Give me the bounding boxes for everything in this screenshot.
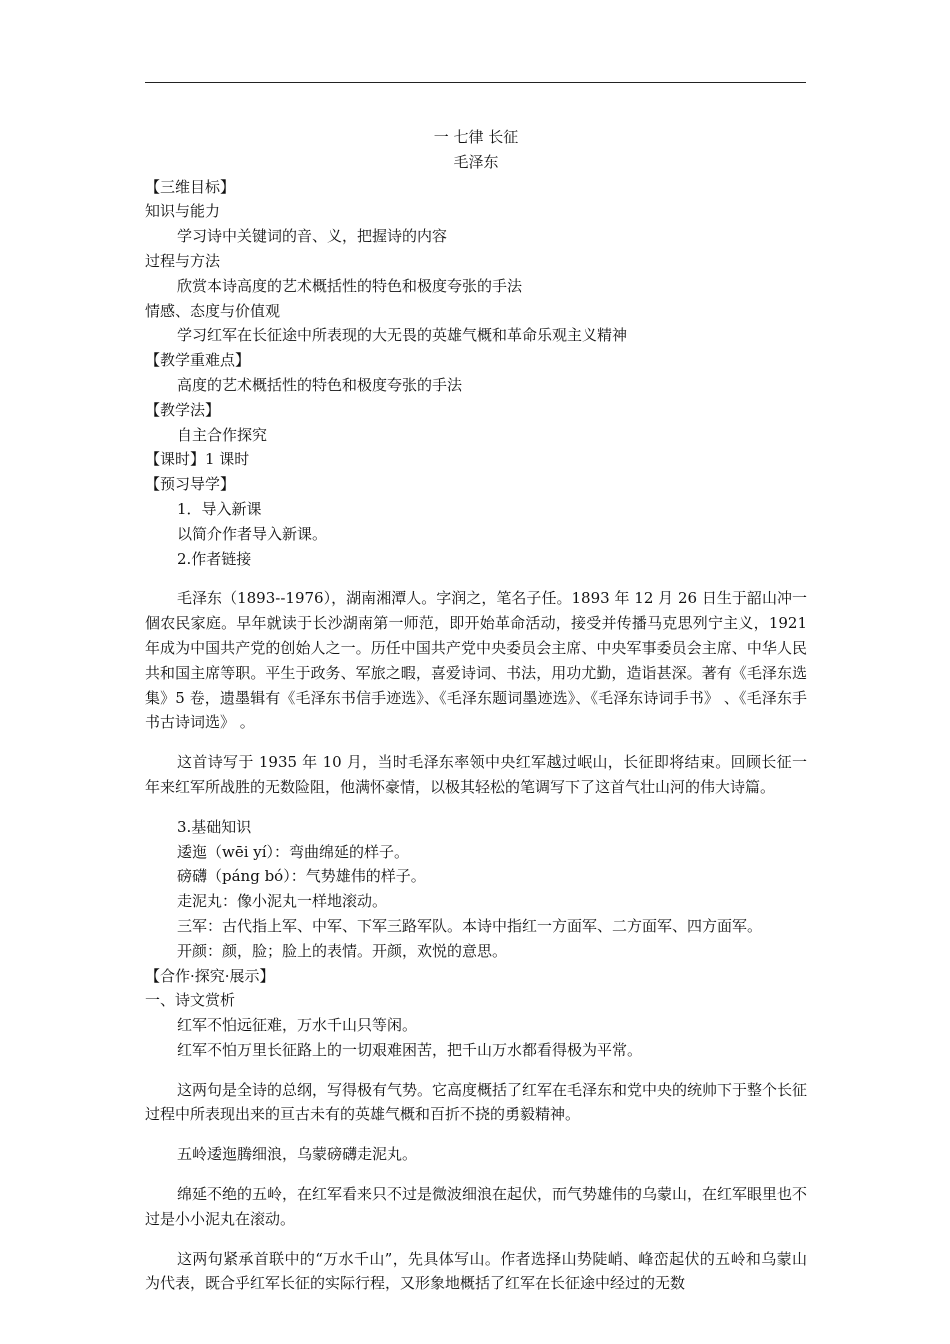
header-rule bbox=[145, 82, 806, 83]
poem-line-2-translation: 绵延不绝的五岭，在红军看来只不过是微波细浪在起伏，而气势雄伟的乌蒙山，在红军眼里也不过是小小泥丸在滚动。 bbox=[145, 1185, 808, 1228]
gloss-kaiyan: 开颜：颜，脸；脸上的表情。开颜，欢悦的意思。 bbox=[177, 941, 508, 960]
explore-subheading: 一、诗文赏析 bbox=[145, 991, 236, 1010]
poem-background-paragraph: 这首诗写于 1935 年 10 月，当时毛泽东率领中央红军越过岷山，长征即将结束。回顾长征一年来红军所战胜的无数险阻，他满怀豪情，以极其轻松的笔调写下了这首气壮山河的伟大诗篇。 bbox=[145, 753, 807, 796]
objective-emotion-text: 学习红军在长征途中所表现的大无畏的英雄气概和革命乐观主义精神 bbox=[177, 326, 628, 345]
preview-item-author-link: 2.作者链接 bbox=[177, 549, 252, 568]
poem-line-1-analysis: 这两句是全诗的总纲，写得极有气势。它高度概括了红军在毛泽东和党中央的统帅下于整个长征过程中所表现出来的亘古未有的英雄气概和百折不挠的勇毅精神。 bbox=[145, 1080, 808, 1124]
section-heading-key-points: 【教学重难点】 bbox=[145, 351, 251, 370]
section-heading-preview: 【预习导学】 bbox=[145, 475, 236, 494]
objective-knowledge-label: 知识与能力 bbox=[145, 202, 221, 221]
gloss-pangbo: 磅礴（páng bó）：气势雄伟的样子。 bbox=[177, 867, 426, 886]
section-heading-explore: 【合作·探究·展示】 bbox=[145, 966, 275, 985]
author-bio-paragraph: 毛泽东（1893--1976），湖南湘潭人。字润之，笔名子任。1893 年 12 月 26 日生于韶山冲一個农民家庭。早年就读于长沙湖南第一师范，即开始革命活动，接受并传播马克思列宁主义，1921 年成为中国共产党的创始人之一。历任中国共产党中央委员会主席、中央军事委员会主席、中华人民共和国主席等职。平生于政务、军旅之暇，喜爱诗词、书法，用功尤勤，造诣甚深。著有《毛泽东选集》5 卷，遗墨辑有《毛泽东书信手迹选》、《毛泽东题词墨迹选》、《毛泽东诗词手书》 、《毛泽东手书古诗词选》 。 bbox=[145, 589, 807, 732]
preview-item-intro-text: 以简介作者导入新课。 bbox=[177, 524, 328, 543]
poem-line-1-translation: 红军不怕万里长征路上的一切艰难困苦，把千山万水都看得极为平常。 bbox=[177, 1040, 643, 1059]
preview-item-basics: 3.基础知识 bbox=[177, 817, 252, 836]
objective-knowledge-text: 学习诗中关键词的音、义，把握诗的内容 bbox=[177, 227, 448, 246]
objective-emotion-label: 情感、态度与价值观 bbox=[145, 301, 281, 320]
section-heading-objectives: 【三维目标】 bbox=[145, 177, 236, 196]
objective-process-text: 欣赏本诗高度的艺术概括性的特色和极度夸张的手法 bbox=[177, 276, 523, 295]
key-points-text: 高度的艺术概括性的特色和极度夸张的手法 bbox=[177, 375, 463, 394]
document-body bbox=[145, 125, 807, 1311]
poem-line-1: 红军不怕远征难，万水千山只等闲。 bbox=[177, 1016, 418, 1035]
preview-item-intro: 1．导入新课 bbox=[177, 499, 262, 518]
objective-process-label: 过程与方法 bbox=[145, 251, 221, 270]
section-heading-method: 【教学法】 bbox=[145, 400, 221, 419]
author-name: 毛泽东 bbox=[453, 152, 499, 171]
method-text: 自主合作探究 bbox=[177, 425, 268, 444]
section-heading-hours: 【课时】1 课时 bbox=[145, 450, 250, 469]
poem-line-2: 五岭逶迤腾细浪，乌蒙磅礴走泥丸。 bbox=[177, 1145, 418, 1164]
gloss-weiyi: 逶迤（wēi yí）：弯曲绵延的样子。 bbox=[177, 842, 410, 861]
gloss-sanjun: 三军：古代指上军、中军、下军三路军队。本诗中指红一方面军、二方面军、四方面军。 bbox=[177, 916, 763, 935]
gloss-zouniwan: 走泥丸：像小泥丸一样地滚动。 bbox=[177, 892, 388, 911]
poem-line-2-analysis: 这两句紧承首联中的“万水千山”，先具体写山。作者选择山势陡峭、峰峦起伏的五岭和乌蒙山为代表，既合乎红军长征的实际行程，又形象地概括了红军在长征途中经过的无数 bbox=[145, 1249, 807, 1293]
page-title: 一 七律 长征 bbox=[433, 128, 519, 146]
